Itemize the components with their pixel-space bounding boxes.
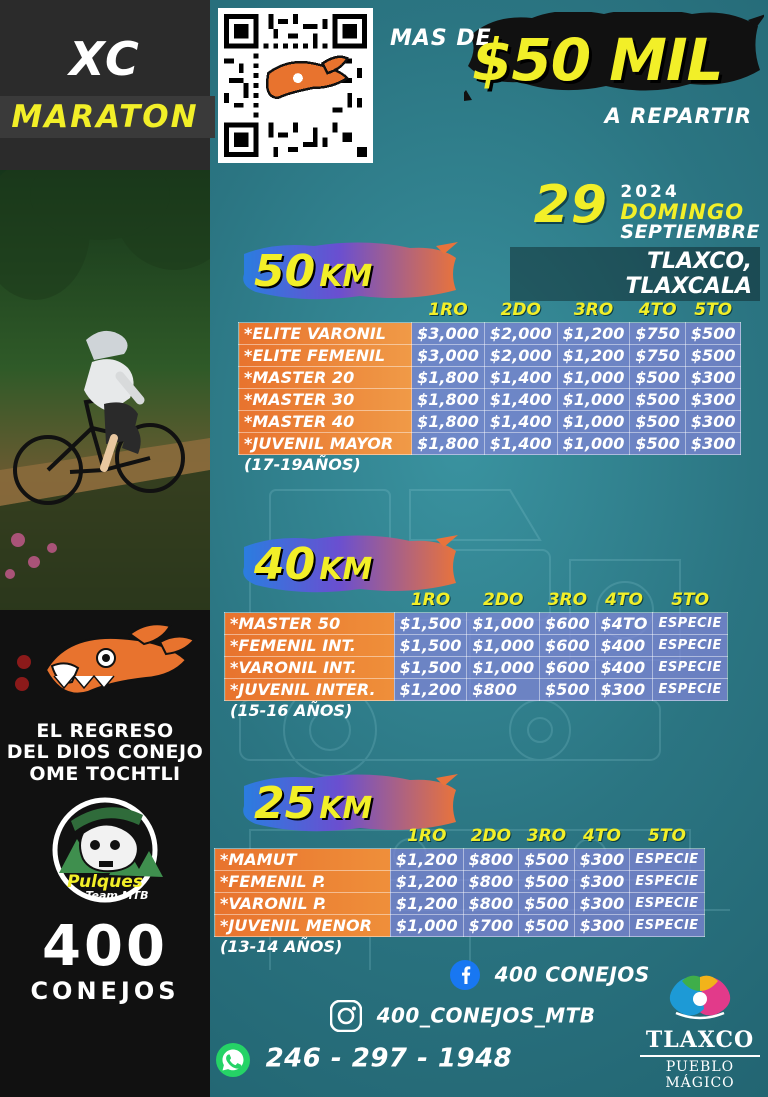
facebook-handle: 400 CONEJOS: [494, 962, 650, 987]
col-4to: 4TO: [605, 590, 643, 610]
prize-prefix: MAS DE: [390, 26, 492, 51]
col-category: [239, 300, 412, 323]
col-3ro: 3RO: [547, 590, 588, 610]
instagram-row[interactable]: [330, 1000, 596, 1036]
event-location: TLAXCO, TLAXCALA: [510, 247, 760, 301]
prize-table-40km: [224, 590, 728, 720]
col-5to: 5TO: [694, 300, 733, 320]
left-sidebar: [0, 0, 210, 1097]
table-row: *JUVENIL INTER. $1,200 $800 $500 $300 ESPECIE: [225, 679, 728, 701]
date-weekday: DOMINGO: [620, 200, 745, 224]
distance-label-25: 25 KM: [254, 778, 373, 829]
cyclist-photo: [0, 170, 210, 610]
svg-text:Team MTB: Team MTB: [85, 888, 149, 902]
tlaxco-emblem-icon: [646, 973, 754, 1025]
whatsapp-icon: [215, 1042, 251, 1082]
table-row: *VARONIL INT. $1,500 $1,000 $600 $400 ESPECIE: [225, 657, 728, 679]
table-row: *MASTER 20 $1,800 $1,400 $1,000 $500 $300: [239, 367, 741, 389]
distance-badge-50km: [240, 240, 460, 302]
table-row: *VARONIL P. $1,200 $800 $500 $300 ESPECIE: [215, 893, 705, 915]
table-header-row: [239, 300, 741, 323]
instagram-handle: 400_CONEJOS_MTB: [376, 1003, 596, 1028]
prize-banner: [380, 8, 768, 158]
pulques-team-logo: [25, 795, 185, 905]
distance-label-50: 50 KM: [254, 246, 373, 297]
organizer-word: CONEJOS: [30, 976, 180, 1005]
col-2do: 2DO: [470, 826, 512, 846]
table-header-row: [225, 590, 728, 613]
event-date-block: [510, 175, 760, 301]
table-row: *FEMENIL P. $1,200 $800 $500 $300 ESPECIE: [215, 871, 705, 893]
table-row: *JUVENIL MAYOR $1,800 $1,400 $1,000 $500 $300: [239, 433, 741, 455]
prize-amount: $50 MIL: [472, 26, 723, 94]
qr-code[interactable]: [218, 8, 373, 163]
table-row: *MAMUT $1,200 $800 $500 $300 ESPECIE: [215, 849, 705, 871]
table-row: *MASTER 40 $1,800 $1,400 $1,000 $500 $300: [239, 411, 741, 433]
event-subtitle: MARATON: [0, 96, 215, 138]
facebook-icon: [450, 960, 480, 994]
table-header-row: [215, 826, 705, 849]
table-row: *ELITE VARONIL $3,000 $2,000 $1,200 $750 $500: [239, 323, 741, 345]
date-year: 2024: [620, 182, 680, 202]
rabbit-god-illustration: [10, 618, 200, 713]
col-4to: 4TO: [638, 300, 677, 320]
age-note-juvenil-inter: (15-16 AÑOS): [230, 701, 353, 720]
sponsor-tagline: PUEBLO MÁGICO: [665, 1059, 735, 1091]
prize-table-50km: [238, 300, 741, 474]
tagline-line-2: DEL DIOS CONEJO: [6, 741, 204, 764]
tagline-block: [0, 721, 210, 785]
table-row: *MASTER 50 $1,500 $1,000 $600 $4TO ESPECIE: [225, 613, 728, 635]
divider: [640, 1055, 760, 1057]
instagram-icon: [330, 1000, 362, 1036]
age-note-juvenil-mayor: (17-19AÑOS): [244, 455, 361, 474]
col-1ro: 1RO: [428, 300, 468, 320]
distance-badge-25km: [240, 772, 460, 834]
organizer-block: [0, 913, 210, 1005]
phone-number: 246 - 297 - 1948: [265, 1043, 513, 1074]
svg-text:Pulques: Pulques: [67, 871, 143, 892]
col-5to: 5TO: [671, 590, 710, 610]
col-3ro: 3RO: [526, 826, 567, 846]
distance-label-40: 40 KM: [254, 539, 373, 590]
tagline-line-3: OME TOCHTLI: [29, 762, 181, 785]
tlaxco-sponsor-logo: [640, 973, 760, 1091]
age-note-juvenil-menor: (13-14 AÑOS): [220, 937, 343, 956]
distance-badge-40km: [240, 533, 460, 595]
prize-table-25km: [214, 826, 705, 956]
event-title-block: [0, 0, 210, 170]
col-5to: 5TO: [648, 826, 686, 846]
sponsor-name: TLAXCO: [645, 1027, 755, 1053]
date-month: SEPTIEMBRE: [620, 221, 760, 243]
facebook-row[interactable]: [450, 960, 650, 994]
col-1ro: 1RO: [407, 826, 447, 846]
table-row: *MASTER 30 $1,800 $1,400 $1,000 $500 $300: [239, 389, 741, 411]
col-category: [225, 590, 395, 613]
organizer-number: 400: [42, 913, 168, 979]
col-1ro: 1RO: [410, 590, 451, 610]
date-day: 29: [533, 175, 608, 235]
event-title: XC: [69, 32, 141, 86]
tagline-line-1: EL REGRESO: [36, 720, 174, 742]
table-row: *ELITE FEMENIL $3,000 $2,000 $1,200 $750 $500: [239, 345, 741, 367]
col-3ro: 3RO: [573, 300, 614, 320]
table-row: *JUVENIL MENOR $1,000 $700 $500 $300 ESPECIE: [215, 915, 705, 937]
col-2do: 2DO: [483, 590, 524, 610]
whatsapp-row[interactable]: [215, 1042, 512, 1082]
col-category: [215, 826, 391, 849]
prize-suffix: A REPARTIR: [604, 104, 752, 128]
table-row: *FEMENIL INT. $1,500 $1,000 $600 $400 ESPECIE: [225, 635, 728, 657]
col-4to: 4TO: [583, 826, 621, 846]
col-2do: 2DO: [500, 300, 541, 320]
